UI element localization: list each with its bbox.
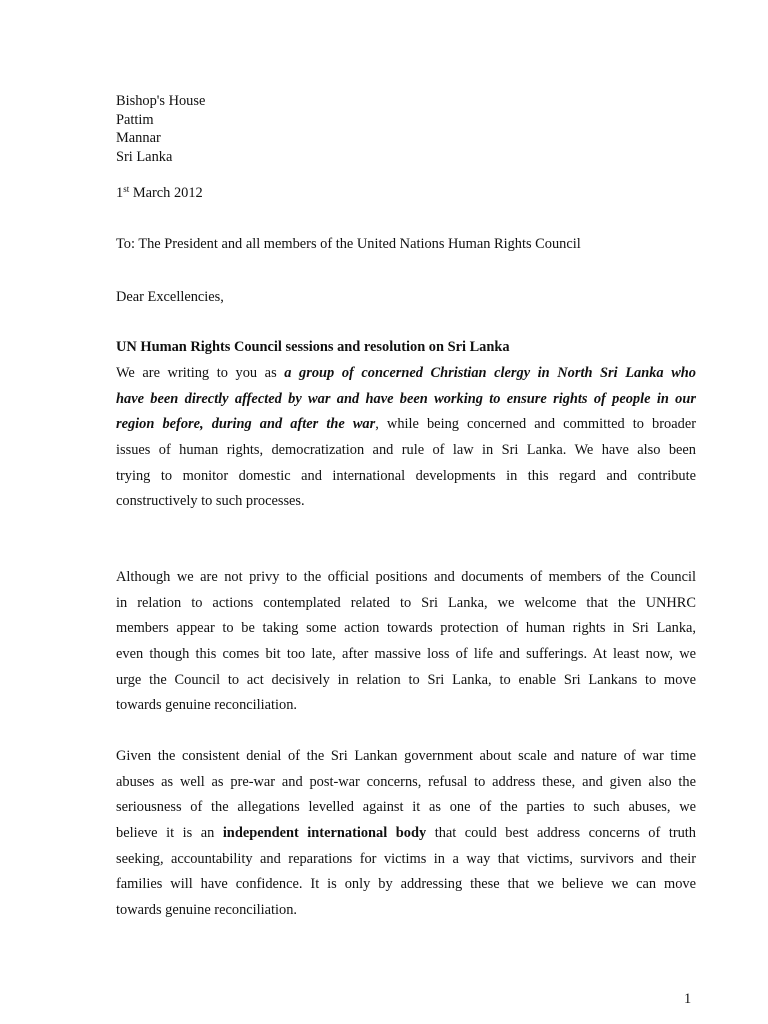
address-line: Bishop's House (116, 93, 206, 109)
page-number: 1 (684, 991, 692, 1007)
paragraph-intro (116, 361, 696, 515)
paragraph-welcome (116, 565, 696, 719)
emphasis-text: a group of concerned Christian clergy in North Sri Lanka who (284, 365, 696, 381)
paragraph-line: trying to monitor domestic and international developments in this regard and contribute (116, 467, 696, 484)
text-run: We are writing to you as (116, 365, 285, 381)
address-line: Sri Lanka (116, 148, 173, 165)
paragraph-line: towards genuine reconciliation. (116, 697, 298, 714)
text-run: that could best address concerns of truth (426, 825, 696, 842)
paragraph-request (116, 744, 696, 924)
paragraph-line: even though this comes bit too late, after massive loss of life and sufferings. At least now, we (116, 646, 696, 663)
text-run: believe it is an (116, 825, 223, 842)
paragraph-line: families will have confidence. It is only by addressing these that we believe we can move (116, 876, 696, 893)
paragraph-line (116, 821, 696, 847)
salutation: Dear Excellencies, (116, 289, 224, 305)
paragraph-line (116, 361, 696, 387)
date-suffix: st (123, 184, 130, 194)
date-rest: March 2012 (129, 185, 203, 201)
paragraph-line: towards genuine reconciliation. (116, 902, 298, 919)
emphasis-text: region before, during and after the war (116, 416, 376, 433)
bold-text: independent international body (222, 825, 427, 842)
paragraph-line: members appear to be taking some action towards protection of human rights in Sri Lanka, (116, 620, 696, 637)
paragraph-line: issues of human rights, democratization and rule of law in Sri Lanka. We have also been (116, 442, 696, 459)
address-line: Mannar (116, 130, 161, 146)
paragraph-line: urge the Council to act decisively in relation to Sri Lanka, to enable Sri Lankans to move (116, 671, 696, 688)
paragraph-line: in relation to actions contemplated related to Sri Lanka, we welcome that the UNHRC (116, 594, 696, 611)
date-day: 1 (116, 185, 124, 201)
subject-heading: UN Human Rights Council sessions and resolution on Sri Lanka (116, 339, 510, 355)
emphasis-line: have been directly affected by war and have been working to ensure rights of people in our (116, 390, 696, 407)
letter-date (116, 183, 203, 203)
paragraph-line: abuses as well as pre-war and post-war concerns, refusal to address these, and given also the (116, 773, 696, 790)
paragraph-line (116, 412, 696, 438)
sender-address (116, 92, 205, 166)
address-line: Pattim (116, 111, 154, 128)
paragraph-line: seriousness of the allegations levelled against it as one of the parties to such abuses, we (116, 799, 696, 816)
recipient-line: To: The President and all members of the United Nations Human Rights Council (116, 236, 581, 252)
paragraph-line: Given the consistent denial of the Sri Lankan government about scale and nature of war time (116, 748, 696, 764)
paragraph-line: constructively to such processes. (116, 493, 305, 510)
paragraph-line: seeking, accountability and reparations for victims in a way that victims, survivors and their (116, 850, 696, 867)
text-run: , while being concerned and committed to broader (375, 416, 696, 433)
paragraph-line: Although we are not privy to the official positions and documents of members of the Council (116, 569, 696, 585)
